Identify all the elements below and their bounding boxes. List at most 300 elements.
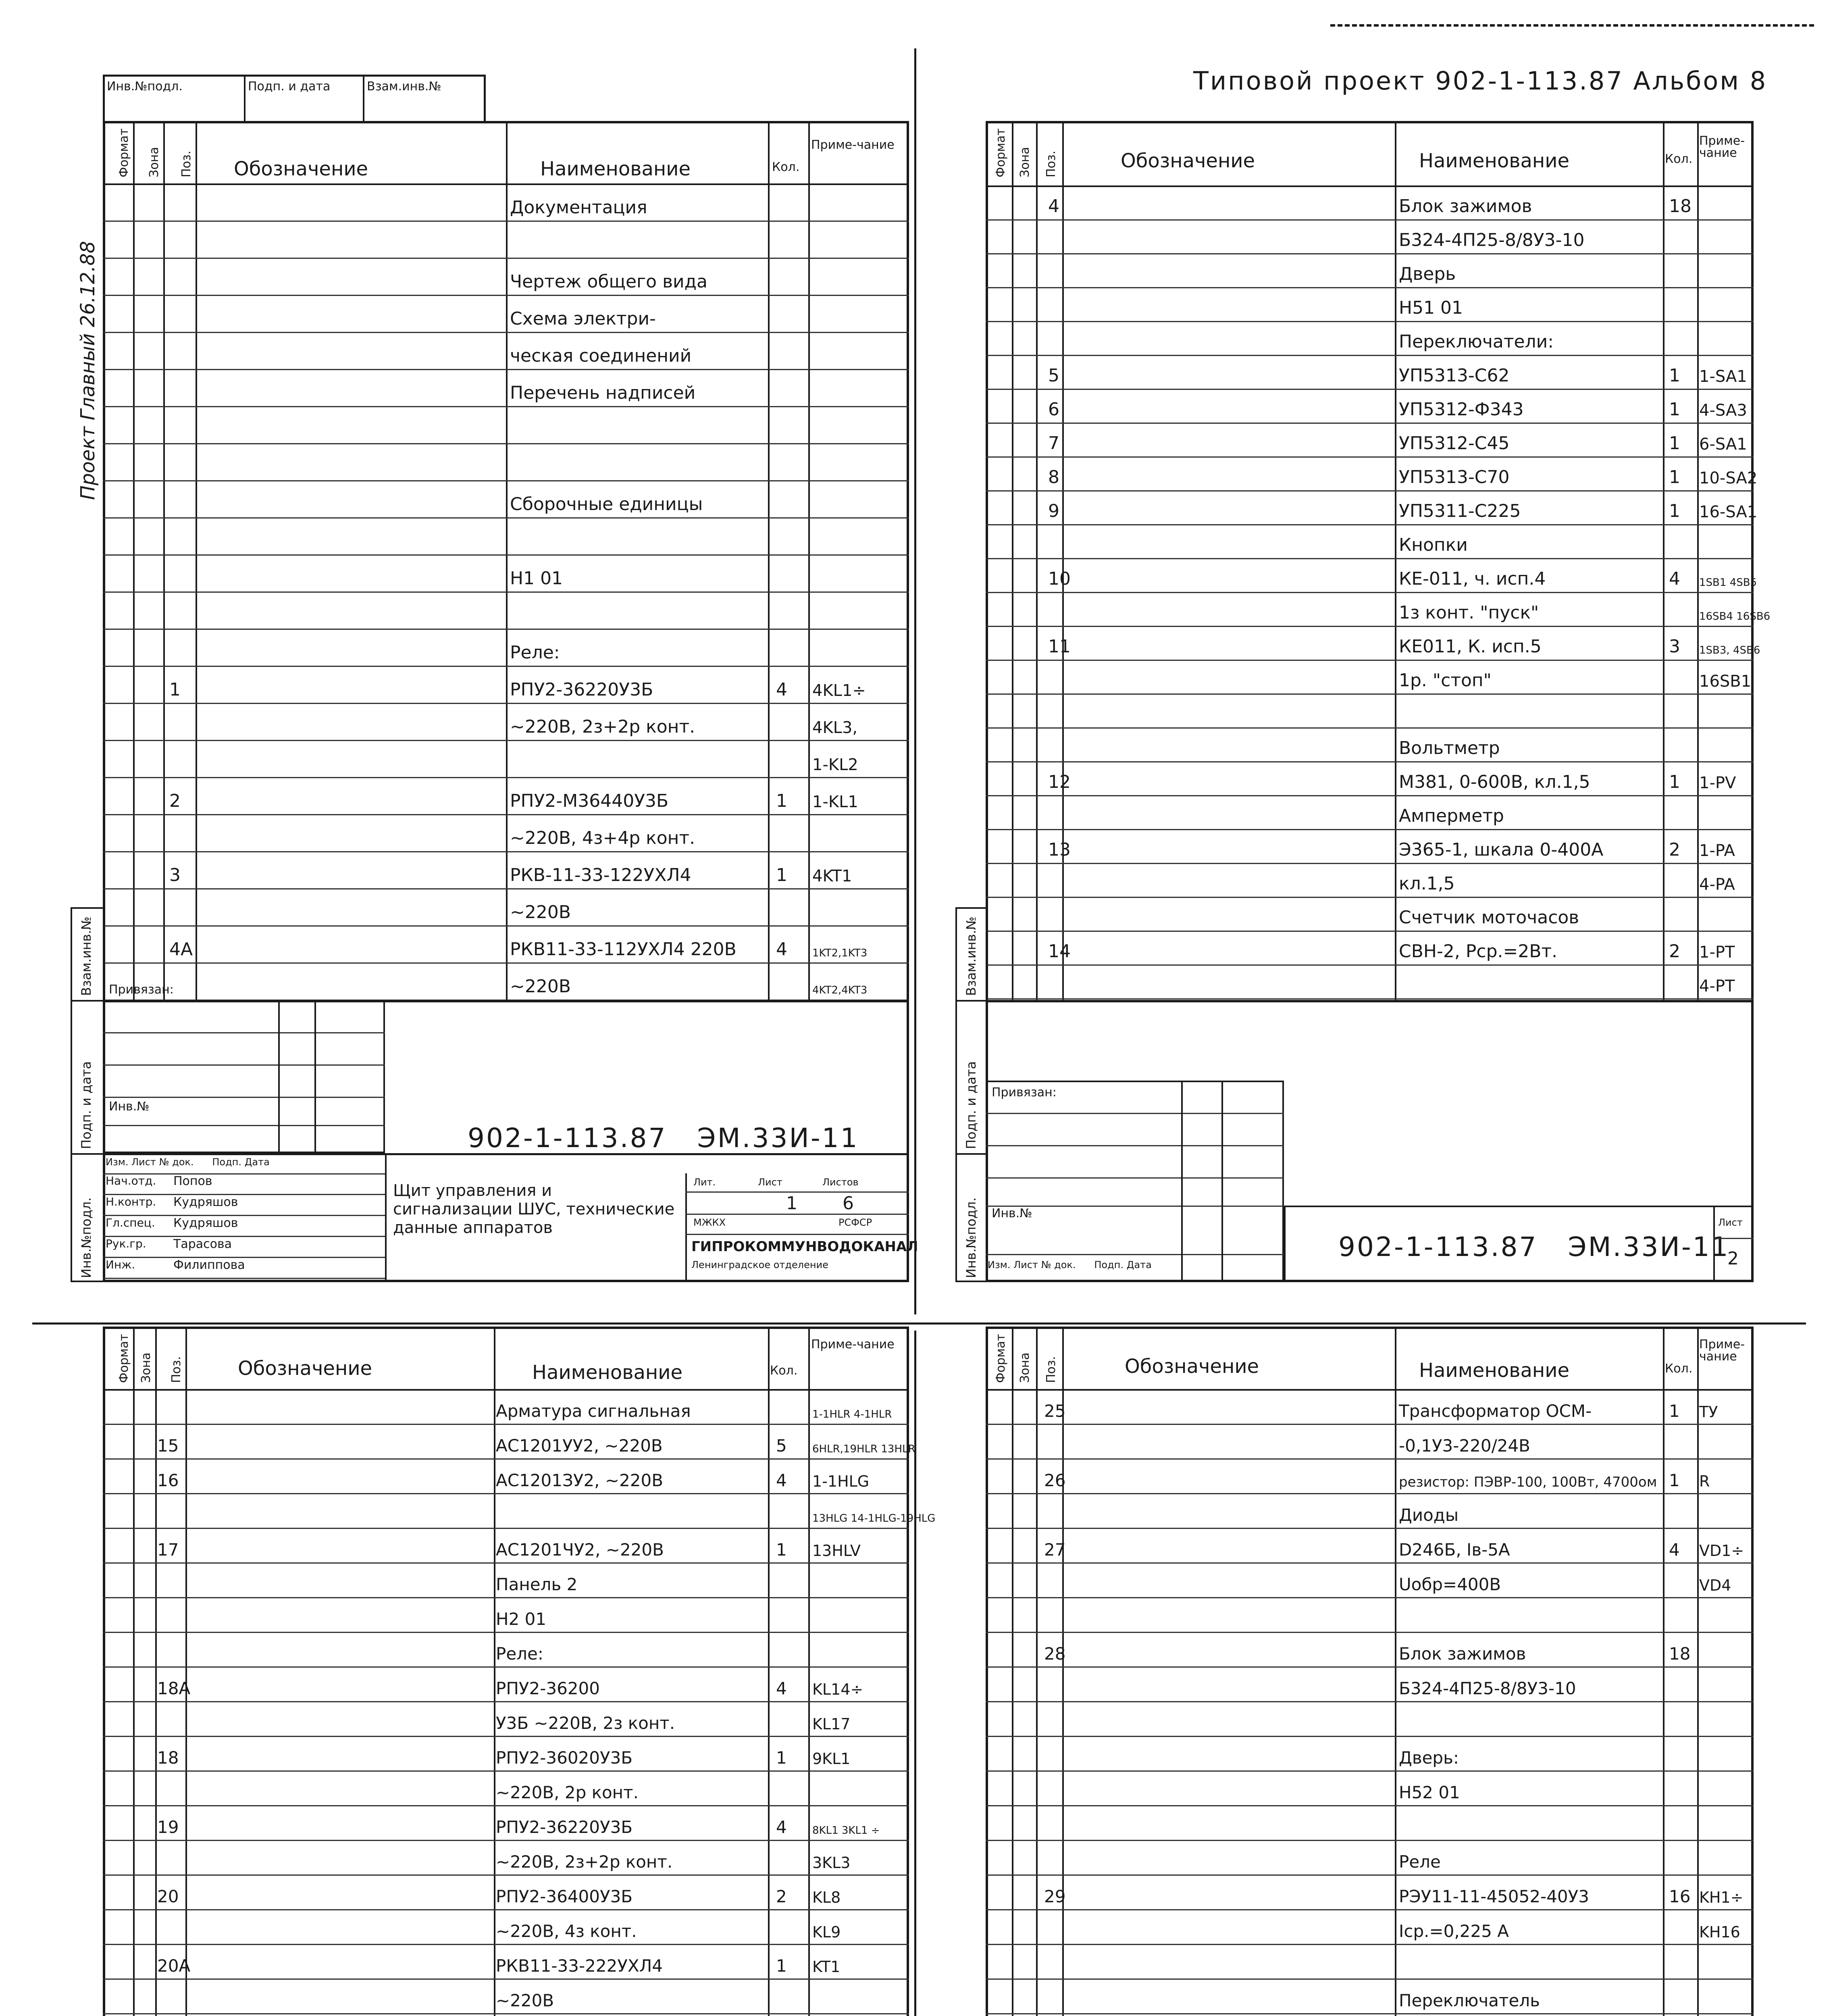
- row-pos: 20А: [157, 1956, 191, 1976]
- doc-code: 902-1-113.87: [468, 1123, 667, 1154]
- row-name: Н51 01: [1399, 298, 1463, 318]
- col-qty: Кол.: [772, 160, 800, 174]
- col-format: Формат: [117, 1334, 131, 1383]
- row-name: кл.1,5: [1399, 873, 1455, 894]
- row-divider: [986, 1840, 1754, 1841]
- sheet-label: Лист: [758, 1177, 782, 1188]
- row-divider: [103, 1458, 909, 1460]
- row-divider: [986, 490, 1754, 492]
- col-designation: Обозначение: [1125, 1355, 1259, 1378]
- staff-divider: [103, 1278, 385, 1279]
- row-name: Дверь: [1399, 264, 1456, 284]
- row-pos: 15: [157, 1436, 179, 1456]
- row-divider: [986, 1597, 1754, 1598]
- row-name: ~220В, 2з+2р конт.: [496, 1852, 673, 1872]
- vzam-label: Взам.инв.№: [367, 79, 441, 94]
- row-divider: [103, 1909, 909, 1910]
- row-divider: [986, 253, 1754, 254]
- row-divider: [986, 287, 1754, 288]
- row-divider: [103, 1736, 909, 1737]
- row-divider: [103, 1493, 909, 1494]
- row-qty: 1: [776, 865, 787, 885]
- row-note: 1-PT: [1699, 943, 1735, 962]
- row-pos: 18: [157, 1748, 179, 1768]
- row-divider: [986, 897, 1754, 898]
- row-pos: 6: [1048, 399, 1059, 420]
- row-name: КЕ-011, ч. исп.4: [1399, 569, 1546, 589]
- col-name: Наименование: [1419, 1359, 1570, 1382]
- row-divider: [103, 1805, 909, 1806]
- row-name: ~220В, 4з+4р конт.: [510, 828, 695, 848]
- row-qty: 1: [776, 791, 787, 811]
- col-name: Наименование: [540, 158, 691, 180]
- row-divider: [103, 1874, 909, 1876]
- row-qty: 18: [1669, 1644, 1691, 1664]
- doc-code-1: [468, 1125, 859, 1152]
- row-note: 1-SA1: [1699, 367, 1747, 386]
- staff-role: Рук.гр.: [106, 1237, 146, 1250]
- sheet-no: 1: [786, 1193, 797, 1214]
- row-qty: 3: [1669, 636, 1680, 657]
- row-name: Iср.=0,225 А: [1399, 1921, 1509, 1941]
- row-divider: [986, 219, 1754, 221]
- row-note: 6HLR,19HLR 13HLR: [812, 1443, 915, 1455]
- row-pos: 13: [1048, 839, 1071, 860]
- row-qty: 4: [1669, 1540, 1680, 1560]
- row-divider: [103, 1944, 909, 1945]
- row-note: 1-KL1: [812, 793, 858, 811]
- vzam-label: Взам.инв.№: [963, 916, 979, 996]
- row-pos: 5: [1048, 365, 1059, 386]
- cut-line: [1330, 24, 1814, 27]
- row-name: Блок зажимов: [1399, 1644, 1526, 1664]
- row-note: 3KL3: [812, 1854, 851, 1872]
- doc-code-2: [1338, 1231, 1730, 1262]
- row-divider: [986, 355, 1754, 356]
- row-qty: 1: [1669, 467, 1680, 487]
- doc-mark: ЭМ.33И-11: [1568, 1231, 1730, 1262]
- row-note: 1-KL2: [812, 756, 858, 774]
- row-note: 1SB3, 4SB6: [1699, 644, 1760, 656]
- row-name: Uобр=400В: [1399, 1574, 1501, 1594]
- row-divider: [986, 1874, 1754, 1876]
- row-divider: [986, 795, 1754, 796]
- staff-name: Кудряшов: [173, 1195, 238, 1209]
- sign-date-label: Подп. и дата: [963, 1061, 979, 1149]
- row-pos: 4А: [169, 939, 193, 960]
- row-divider: [986, 1805, 1754, 1806]
- row-name: Б324-4П25-8/8У3-10: [1399, 230, 1585, 250]
- row-note: 16SB1: [1699, 672, 1752, 691]
- col-qty: Кол.: [770, 1364, 798, 1378]
- col-format: Формат: [117, 128, 131, 177]
- row-name: ~220В: [496, 1991, 554, 2010]
- row-divider: [103, 221, 909, 222]
- row-qty: 1: [1669, 772, 1680, 792]
- row-pos: 9: [1048, 501, 1059, 521]
- row-name: Кнопки: [1399, 535, 1468, 555]
- privyazan-label: Привязан:: [992, 1085, 1057, 1100]
- row-divider: [986, 1736, 1754, 1737]
- col-format: Формат: [994, 128, 1008, 177]
- row-note: 6-SA1: [1699, 435, 1747, 454]
- staff-name: Попов: [173, 1174, 212, 1188]
- row-note: VD4: [1699, 1577, 1731, 1594]
- row-divider: [986, 2013, 1754, 2014]
- row-name: Н52 01: [1399, 1783, 1460, 1802]
- col-izm: Изм.: [106, 1156, 129, 1168]
- col-pos: Поз.: [179, 150, 193, 177]
- row-qty: 1: [1669, 433, 1680, 454]
- row-qty: 4: [1669, 569, 1680, 589]
- row-name: КЕ011, К. исп.5: [1399, 636, 1542, 657]
- row-name: Документация: [510, 197, 647, 218]
- row-name: Вольтметр: [1399, 738, 1500, 758]
- row-divider: [986, 1493, 1754, 1494]
- row-divider: [103, 591, 909, 593]
- republic: РСФСР: [838, 1217, 872, 1228]
- row-qty: 1: [1669, 1401, 1680, 1421]
- row-qty: 1: [1669, 399, 1680, 420]
- row-note: KL8: [812, 1889, 841, 1906]
- row-name: РПУ2-36020У3Б: [496, 1748, 633, 1768]
- col-zone: Зона: [147, 147, 161, 177]
- row-name: Реле:: [510, 642, 560, 663]
- staff-name: Тарасова: [173, 1237, 232, 1251]
- row-name: У3Б ~220В, 2з конт.: [496, 1713, 675, 1733]
- row-divider: [103, 1701, 909, 1702]
- row-name: УП5311-С225: [1399, 501, 1521, 521]
- row-name: Э365-1, шкала 0-400А: [1399, 839, 1604, 860]
- row-divider: [986, 1701, 1754, 1702]
- col-date: Дата: [1126, 1259, 1152, 1270]
- staff-role: Инж.: [106, 1258, 135, 1271]
- row-name: РКВ-11-33-122УХЛ4: [510, 865, 691, 885]
- sheet-3-frame: [103, 1327, 909, 2016]
- sheets-label: Листов: [822, 1177, 859, 1188]
- row-name: ~220В, 2р конт.: [496, 1783, 639, 1802]
- row-qty: 4: [776, 679, 787, 700]
- row-divider: [103, 1979, 909, 1980]
- row-divider: [986, 1770, 1754, 1772]
- row-pos: 10: [1048, 569, 1071, 589]
- col-pos: Поз.: [1044, 1356, 1058, 1383]
- row-divider: [103, 851, 909, 852]
- row-name: -0,1У3-220/24В: [1399, 1436, 1530, 1456]
- col-doc: № док.: [1041, 1259, 1076, 1270]
- stamp-cols-1: [106, 1157, 270, 1167]
- col-designation: Обозначение: [238, 1357, 372, 1380]
- row-divider: [103, 703, 909, 704]
- row-divider: [986, 1562, 1754, 1564]
- handwritten-note: Проект Главный 26.12.88: [77, 241, 99, 500]
- row-pos: 11: [1048, 636, 1071, 657]
- row-divider: [986, 931, 1754, 932]
- row-divider: [103, 2013, 909, 2014]
- row-divider: [103, 1666, 909, 1668]
- row-note: 1-1HLR 4-1HLR: [812, 1408, 892, 1420]
- row-name: Реле: [1399, 1852, 1441, 1872]
- row-name: Трансформатор ОСМ-: [1399, 1401, 1592, 1421]
- row-name: Б324-4П25-8/8У3-10: [1399, 1679, 1576, 1698]
- row-note: 13HLG 14-1HLG-19HLG: [812, 1512, 936, 1524]
- row-name: ~220В, 2з+2р конт.: [510, 716, 695, 737]
- row-divider: [986, 998, 1754, 1000]
- col-name: Наименование: [1419, 150, 1570, 172]
- col-pos: Поз.: [169, 1356, 183, 1383]
- row-name: РПУ2-36400У3Б: [496, 1887, 633, 1906]
- row-note: 4-SA3: [1699, 401, 1747, 420]
- row-note: TУ: [1699, 1403, 1718, 1421]
- col-doc: № док.: [159, 1156, 194, 1168]
- row-divider: [986, 1909, 1754, 1910]
- col-sign: Подп.: [212, 1156, 241, 1168]
- organization: ГИПРОКОММУНВОДОКАНАЛ: [691, 1239, 918, 1255]
- col-sign: Подп.: [1094, 1259, 1124, 1270]
- row-divider: [103, 517, 909, 519]
- col-note: Приме-чание: [811, 1337, 895, 1352]
- row-name: Блок зажимов: [1399, 196, 1532, 217]
- row-name: Диоды: [1399, 1505, 1459, 1525]
- row-name: Переключатели:: [1399, 331, 1554, 352]
- row-divider: [986, 829, 1754, 830]
- row-name: АС1201ЗУ2, ~220В: [496, 1470, 664, 1490]
- row-note: VD1÷: [1699, 1542, 1744, 1560]
- row-divider: [986, 626, 1754, 627]
- doc-mark: ЭМ.33И-11: [697, 1123, 859, 1154]
- row-name: УП5312-С45: [1399, 433, 1510, 454]
- row-divider: [103, 258, 909, 259]
- row-divider: [103, 629, 909, 630]
- row-name: Дверь:: [1399, 1748, 1459, 1768]
- inv-orig-label: Инв.№подл.: [963, 1197, 979, 1278]
- row-note: 9KL1: [812, 1750, 851, 1768]
- row-divider: [986, 558, 1754, 559]
- col-zone: Зона: [139, 1352, 153, 1383]
- row-note: 10-SA2: [1699, 469, 1758, 487]
- row-name: Перечень надписей: [510, 383, 696, 403]
- row-pos: 29: [1044, 1887, 1066, 1906]
- fold-line-vertical: [914, 48, 916, 1314]
- row-pos: 17: [157, 1540, 179, 1560]
- col-qty: Кол.: [1665, 1362, 1693, 1376]
- row-note: 1SB1 4SB5: [1699, 577, 1757, 589]
- row-name: М381, 0-600В, кл.1,5: [1399, 772, 1590, 792]
- row-divider: [103, 443, 909, 444]
- row-qty: 1: [1669, 365, 1680, 386]
- row-name: ческая соединений: [510, 346, 692, 366]
- row-qty: 16: [1669, 1887, 1691, 1906]
- row-pos: 19: [157, 1817, 179, 1837]
- row-note: 13HLV: [812, 1542, 861, 1560]
- row-name: Счетчик моточасов: [1399, 907, 1579, 928]
- col-izm: Изм.: [988, 1259, 1011, 1270]
- sign-date-label: Подп. и дата: [79, 1061, 94, 1149]
- col-designation: Обозначение: [1121, 150, 1255, 172]
- row-name: D246Б, Iв-5А: [1399, 1540, 1510, 1560]
- row-divider: [103, 925, 909, 927]
- row-name: Сборочные единицы: [510, 494, 703, 514]
- row-qty: 1: [776, 1956, 787, 1976]
- col-designation: Обозначение: [234, 158, 368, 180]
- fold-line: [32, 1322, 1806, 1325]
- col-zone: Зона: [1018, 147, 1032, 177]
- row-qty: 4: [776, 939, 787, 960]
- album-header: Типовой проект 902-1-113.87 Альбом 8: [1193, 66, 1768, 96]
- row-name: РЭУ11-11-45052-40У3: [1399, 1887, 1589, 1906]
- row-qty: 5: [776, 1436, 787, 1456]
- row-pos: 27: [1044, 1540, 1066, 1560]
- row-divider: [103, 1562, 909, 1564]
- row-name: 1з конт. "пуск": [1399, 602, 1539, 623]
- row-note: 16SB4 16SB6: [1699, 610, 1771, 623]
- row-note: KL9: [812, 1923, 841, 1941]
- row-note: 8KL1 3KL1 ÷: [812, 1824, 880, 1837]
- staff-name: Кудряшов: [173, 1216, 238, 1230]
- lit-label: Лит.: [693, 1177, 716, 1188]
- row-note: 4KL3,: [812, 719, 858, 737]
- row-pos: 2: [169, 791, 181, 811]
- row-divider: [103, 962, 909, 964]
- row-qty: 2: [1669, 839, 1680, 860]
- row-divider: [986, 964, 1754, 966]
- branch: Ленинградское отделение: [691, 1259, 828, 1270]
- row-name: АС1201УУ2, ~220В: [496, 1436, 663, 1456]
- row-divider: [103, 1840, 909, 1841]
- row-note: 1KT2,1KT3: [812, 947, 868, 959]
- row-name: Панель 2: [496, 1574, 578, 1594]
- row-name: ~220В: [510, 976, 571, 997]
- row-qty: 1: [1669, 1470, 1680, 1490]
- row-name: УП5313-С62: [1399, 365, 1510, 386]
- row-note: 1-PV: [1699, 774, 1736, 792]
- row-note: KH1÷: [1699, 1889, 1744, 1906]
- sheet-4-frame: [986, 1327, 1754, 2016]
- row-divider: [103, 666, 909, 667]
- fold-line-vertical-2: [914, 1331, 916, 2016]
- row-qty: 4: [776, 1817, 787, 1837]
- sheet-number: 2: [1727, 1248, 1739, 1269]
- row-name: Чертеж общего вида: [510, 271, 707, 292]
- row-divider: [103, 1632, 909, 1633]
- row-divider: [103, 1770, 909, 1772]
- row-divider: [103, 814, 909, 815]
- sheets-total: 6: [843, 1193, 854, 1214]
- row-pos: 16: [157, 1470, 179, 1490]
- inv-no-label: Инв.№: [992, 1206, 1032, 1220]
- row-qty: 18: [1669, 196, 1692, 217]
- row-divider: [986, 389, 1754, 390]
- sign-date-label: Подп. и дата: [248, 79, 331, 94]
- row-qty: 1: [776, 1748, 787, 1768]
- row-divider: [103, 1597, 909, 1598]
- col-zone: Зона: [1018, 1352, 1032, 1383]
- row-divider: [986, 456, 1754, 458]
- row-qty: 2: [1669, 941, 1680, 962]
- staff-name: Филиппова: [173, 1258, 245, 1272]
- row-divider: [986, 1458, 1754, 1460]
- col-date: Дата: [244, 1156, 270, 1168]
- row-pos: 8: [1048, 467, 1059, 487]
- row-name: Н1 01: [510, 568, 563, 589]
- row-divider: [986, 694, 1754, 695]
- row-name: РКВ11-33-112УХЛ4 220В: [510, 939, 737, 960]
- row-pos: 26: [1044, 1470, 1066, 1490]
- row-divider: [986, 863, 1754, 864]
- row-divider: [103, 740, 909, 741]
- row-divider: [986, 761, 1754, 762]
- row-name: УП5312-Ф343: [1399, 399, 1524, 420]
- privyazan-label: Привязан:: [109, 983, 174, 997]
- row-note: 4KL1÷: [812, 681, 866, 700]
- row-divider: [986, 321, 1754, 322]
- row-divider: [103, 554, 909, 556]
- row-divider: [103, 777, 909, 778]
- row-note: 1-PA: [1699, 841, 1735, 860]
- row-note: 4-PT: [1699, 977, 1735, 996]
- row-name: РКВ11-33-222УХЛ4: [496, 1956, 663, 1976]
- row-name: ~220В, 4з конт.: [496, 1921, 637, 1941]
- staff-role: Нач.отд.: [106, 1174, 156, 1187]
- row-pos: 12: [1048, 772, 1071, 792]
- row-note: 16-SA1: [1699, 503, 1758, 521]
- row-pos: 18А: [157, 1679, 191, 1698]
- row-name: ~220В: [510, 902, 571, 923]
- row-divider: [986, 423, 1754, 424]
- staff-role: Н.контр.: [106, 1195, 156, 1208]
- row-divider: [103, 369, 909, 370]
- row-note: 4KT1: [812, 867, 852, 885]
- row-qty: 2: [776, 1887, 787, 1906]
- row-name: СВН-2, Рср.=2Вт.: [1399, 941, 1558, 962]
- inv-orig-label: Инв.№подл.: [79, 1197, 94, 1278]
- row-pos: 14: [1048, 941, 1071, 962]
- row-note: KH16: [1699, 1923, 1740, 1941]
- doc-code: 902-1-113.87: [1338, 1231, 1538, 1262]
- row-name: Арматура сигнальная: [496, 1401, 691, 1421]
- staff-role: Гл.спец.: [106, 1216, 155, 1229]
- col-format: Формат: [994, 1334, 1008, 1383]
- row-divider: [986, 1632, 1754, 1633]
- inv-no-label: Инв.№: [109, 1100, 150, 1114]
- row-divider: [986, 1944, 1754, 1945]
- row-divider: [986, 1424, 1754, 1425]
- row-divider: [986, 1666, 1754, 1668]
- row-divider: [103, 332, 909, 333]
- row-name: УП5313-С70: [1399, 467, 1510, 487]
- row-note: KT1: [812, 1958, 841, 1976]
- col-note: Приме-чание: [811, 138, 895, 152]
- inv-orig-label: Инв.№подл.: [107, 79, 183, 94]
- row-name: РПУ2-36220У3Б: [510, 679, 653, 700]
- row-name: АС1201ЧУ2, ~220В: [496, 1540, 664, 1560]
- row-pos: 7: [1048, 433, 1059, 454]
- row-divider: [103, 295, 909, 296]
- row-note: KL17: [812, 1715, 851, 1733]
- vzam-label: Взам.инв.№: [79, 916, 94, 996]
- row-divider: [986, 727, 1754, 729]
- row-name: Реле:: [496, 1644, 544, 1664]
- row-divider: [103, 406, 909, 407]
- row-divider: [986, 1979, 1754, 1980]
- row-note: 1-1HLG: [812, 1472, 870, 1490]
- row-qty: 1: [776, 1540, 787, 1560]
- row-note: 4KT2,4KT3: [812, 984, 868, 996]
- ministry: МЖКХ: [693, 1217, 726, 1228]
- stamp-cols-2: [988, 1260, 1152, 1270]
- row-divider: [986, 660, 1754, 661]
- col-note: Приме-чание: [1699, 1337, 1745, 1364]
